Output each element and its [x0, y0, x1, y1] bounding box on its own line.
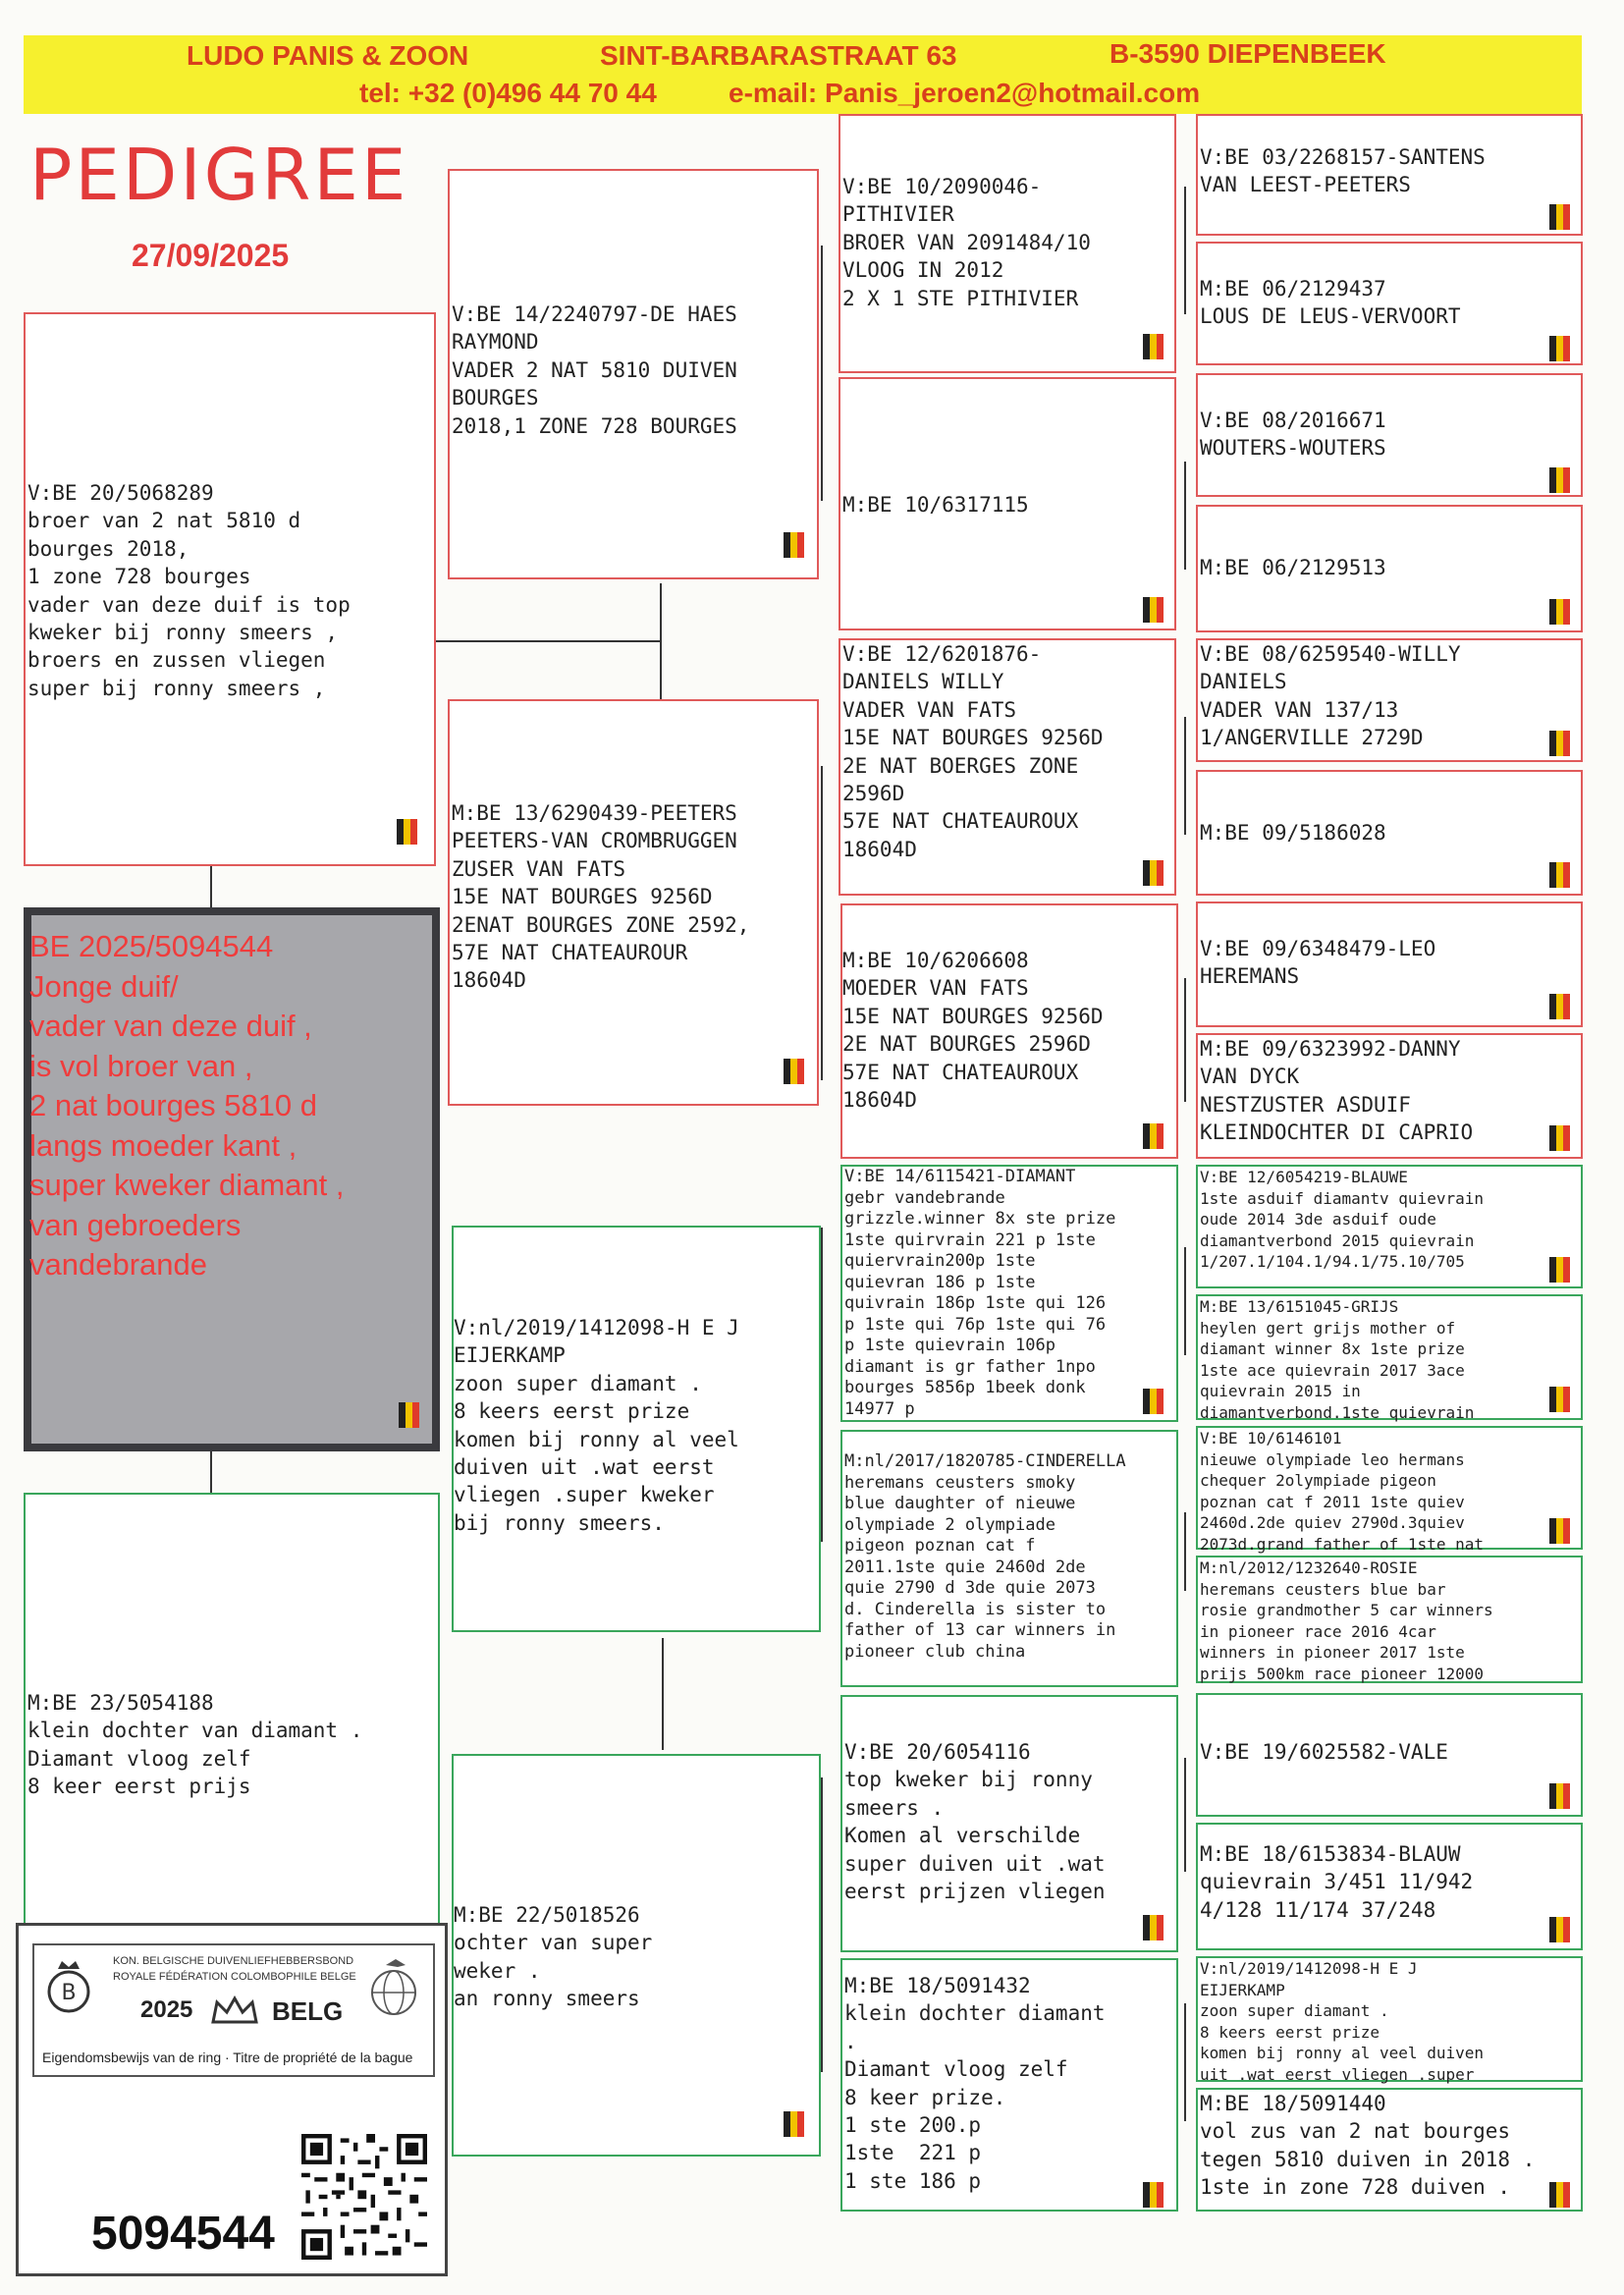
connector-line — [1184, 1758, 1186, 1872]
owner-street: SINT-BARBARASTRAAT 63 — [600, 40, 957, 71]
owner-name: LUDO PANIS & ZOON — [187, 40, 469, 71]
gen3-text-1: V:BE 10/2090046- PITHIVIER BROER VAN 2091484/10 VLOOG IN 2012 2 X 1 STE PITHIVIER — [842, 175, 1091, 310]
ring-year: 2025 — [140, 1996, 193, 2023]
gen4-text-7: V:BE 09/6348479-LEO HEREMANS — [1200, 937, 1436, 989]
page-title: PEDIGREE — [29, 134, 409, 216]
gen4-text-8: M:BE 09/6323992-DANNY VAN DYCK NESTZUSTER ASDUIF KLEINDOCHTER DI CAPRIO — [1200, 1037, 1474, 1145]
belgian-flag-icon — [397, 819, 418, 845]
belgian-flag-icon — [1549, 467, 1571, 493]
belgian-flag-icon — [1549, 336, 1571, 361]
federation-crest-icon — [44, 1955, 93, 2016]
federation-name-nl: KON. BELGISCHE DUIVENLIEFHEBBERSBOND — [113, 1955, 354, 1967]
fci-globe-icon — [362, 1953, 425, 2016]
gen4-text-6: M:BE 09/5186028 — [1200, 821, 1386, 845]
belgian-flag-icon — [1143, 1915, 1164, 1940]
owner-phone: tel: +32 (0)496 44 70 44 — [359, 78, 657, 108]
federation-header — [32, 1943, 435, 2077]
gen3-text-2: M:BE 10/6317115 — [842, 493, 1029, 517]
gen3-text-8: M:BE 18/5091432 klein dochter diamant . Diamant vloog zelf 8 keer prize. 1 ste 200.p 1ste 221 p 1 ste 186 p — [844, 1974, 1106, 2193]
gen4-text-9: V:BE 12/6054219-BLAUWE 1ste asduif diamantv quievrain oude 2014 3de asduif oude diamantverbond 2015 quievrain 1/207.1/104.1/94.1/75.10/705 — [1200, 1168, 1484, 1271]
belgian-flag-icon — [784, 532, 805, 558]
connector-line — [1184, 717, 1186, 835]
belgian-flag-icon — [1143, 2182, 1164, 2208]
federation-name-fr: ROYALE FÉDÉRATION COLOMBOPHILE BELGE — [113, 1971, 356, 1983]
pedigree-date: 27/09/2025 — [132, 238, 290, 273]
gen3-text-7: V:BE 20/6054116 top kweker bij ronny smeers . Komen al verschilde super duiven uit .wat eerst prijzen vliegen — [844, 1740, 1106, 1904]
ring-country: BELG — [272, 1996, 344, 2026]
connector-line — [210, 1451, 212, 1493]
connector-line — [1184, 1247, 1186, 1355]
gen4-text-15: V:nl/2019/1412098-H E J EIJERKAMP zoon super diamant . 8 keers eerst prize komen bij ronny al veel duiven uit .wat eerst vliegen .super — [1200, 1959, 1484, 2084]
gen3-text-5: V:BE 14/6115421-DIAMANT gebr vandebrande grizzle.winner 8x ste prize 1ste quirvrain 221 p 1ste quiervrain200p 1ste quievran 186 p 1ste quivrain 186p 1ste qui 126 p 1ste qui 76p 1ste qui 76 p 1ste quievrain 106p diamant is gr father 1npo bourges 5856p 1beek donk 14977 p — [844, 1167, 1116, 1419]
belgian-flag-icon — [1549, 1518, 1571, 1544]
connector-line — [1184, 187, 1186, 314]
gen4-text-2: M:BE 06/2129437 LOUS DE LEUS-VERVOORT — [1200, 277, 1461, 329]
connector-arrow — [662, 1638, 664, 1750]
main-bird-text: BE 2025/5094544 Jonge duif/ vader van deze duif , is vol broer van , 2 nat bourges 5810 d langs moeder kant , super kweker diamant , van gebroeders vandebrande — [29, 929, 345, 1282]
belgian-flag-icon — [784, 2111, 805, 2137]
ring-ownership-card — [16, 1923, 448, 2276]
connector-line — [821, 766, 823, 1080]
belgian-flag-icon — [784, 1059, 805, 1084]
belgian-flag-icon — [1549, 1783, 1571, 1809]
belgian-flag-icon — [1549, 994, 1571, 1019]
gen4-text-11: V:BE 10/6146101 nieuwe olympiade leo hermans chequer 2olympiade pigeon poznan cat f 2011 1ste quiev 2460d.2de quiev 2790d.3quiev 2073d.grand father of 1ste nat — [1200, 1429, 1484, 1554]
gen4-text-10: M:BE 13/6151045-GRIJS heylen gert grijs mother of diamant winner 8x 1ste prize 1ste ace quievrain 2017 3ace quievrain 2015 in diamantverbond.1ste quievrain — [1200, 1297, 1475, 1422]
belgian-flag-icon — [1549, 1917, 1571, 1942]
belgian-flag-icon — [1549, 1257, 1571, 1283]
belgian-flag-icon — [1549, 599, 1571, 625]
crown-icon — [207, 1994, 262, 2028]
owner-city: B-3590 DIEPENBEEK — [1110, 38, 1386, 69]
gen4-text-12: M:nl/2012/1232640-ROSIE heremans ceusters blue bar rosie grandmother 5 car winners in pioneer race 2016 4car winners in pioneer 2017 1ste prijs 500km race pioneer 12000 — [1200, 1558, 1493, 1683]
connector-line — [1184, 978, 1186, 1102]
connector-line — [821, 246, 823, 501]
gen4-text-3: V:BE 08/2016671 WOUTERS-WOUTERS — [1200, 409, 1386, 461]
sire-dam-text: M:BE 13/6290439-PEETERS PEETERS-VAN CROMBRUGGEN ZUSER VAN FATS 15E NAT BOURGES 9256D 2ENAT BOURGES ZONE 2592, 57E NAT CHATEAUROUR 18604D — [452, 801, 750, 993]
connector-line — [1184, 2003, 1186, 2121]
gen4-text-16: M:BE 18/5091440 vol zus van 2 nat bourges tegen 5810 duiven in 2018 . 1ste in zone 728 duiven . — [1200, 2092, 1536, 2200]
belgian-flag-icon — [1143, 860, 1164, 886]
qr-code-icon — [301, 2134, 427, 2260]
connector-line — [1184, 462, 1186, 570]
ownership-label: Eigendomsbewijs van de ring · Titre de propriété de la bague — [42, 2049, 413, 2065]
header-banner — [24, 35, 1582, 114]
belgian-flag-icon — [1549, 204, 1571, 230]
connector-line — [1184, 1512, 1186, 1591]
gen4-text-4: M:BE 06/2129513 — [1200, 556, 1386, 579]
dam-dam-text: M:BE 22/5018526 ochter van super weker . an ronny smeers — [454, 1903, 653, 2011]
connector-line — [210, 866, 212, 907]
gen4-text-13: V:BE 19/6025582-VALE — [1200, 1740, 1448, 1764]
gen4-text-5: V:BE 08/6259540-WILLY DANIELS VADER VAN 137/13 1/ANGERVILLE 2729D — [1200, 642, 1461, 750]
sire-text: V:BE 20/5068289 broer van 2 nat 5810 d bourges 2018, 1 zone 728 bourges vader van deze duif is top kweker bij ronny smeers , broers en zussen vliegen super bij ronny smeers , — [27, 481, 351, 700]
dam-sire-text: V:nl/2019/1412098-H E J EIJERKAMP zoon super diamant . 8 keers eerst prize komen bij ronny al veel duiven uit .wat eerst vliegen .super kweker bij ronny smeers. — [454, 1316, 739, 1535]
belgian-flag-icon — [1143, 1123, 1164, 1149]
owner-email: e-mail: Panis_jeroen2@hotmail.com — [729, 78, 1201, 108]
connector-line — [660, 583, 662, 699]
gen3-text-6: M:nl/2017/1820785-CINDERELLA heremans ceusters smoky blue daughter of nieuwe olympiade 2 olympiade pigeon poznan cat f 2011.1ste quie 2460d 2de quie 2790 d 3de quie 2073 d. Cinderella is sister to father of 13 car winners in pioneer club china — [844, 1451, 1126, 1662]
gen4-text-1: V:BE 03/2268157-SANTENS VAN LEEST-PEETERS — [1200, 145, 1486, 197]
belgian-flag-icon — [1549, 2182, 1571, 2208]
gen3-text-4: M:BE 10/6206608 MOEDER VAN FATS 15E NAT BOURGES 9256D 2E NAT BOURGES 2596D 57E NAT CHATEAUROUX 18604D — [842, 949, 1104, 1113]
connector-line — [821, 1228, 823, 1542]
belgian-flag-icon — [1143, 334, 1164, 359]
dam-text: M:BE 23/5054188 klein dochter van diamant . Diamant vloog zelf 8 keer eerst prijs — [27, 1691, 363, 1799]
connector-line — [436, 640, 662, 642]
connector-line — [821, 1777, 823, 2072]
belgian-flag-icon — [1549, 862, 1571, 888]
ring-number: 5094544 — [91, 2208, 275, 2260]
belgian-flag-icon — [1549, 1387, 1571, 1412]
gen3-text-3: V:BE 12/6201876- DANIELS WILLY VADER VAN FATS 15E NAT BOURGES 9256D 2E NAT BOERGES ZONE 2596D 57E NAT CHATEAUROUX 18604D — [842, 642, 1104, 861]
belgian-flag-icon — [1143, 1389, 1164, 1414]
svg-text:B: B — [61, 1981, 77, 2005]
sire-sire-text: V:BE 14/2240797-DE HAES RAYMOND VADER 2 NAT 5810 DUIVEN BOURGES 2018,1 ZONE 728 BOURGES — [452, 302, 737, 438]
belgian-flag-icon — [399, 1402, 420, 1428]
belgian-flag-icon — [1549, 731, 1571, 756]
belgian-flag-icon — [1143, 597, 1164, 623]
gen4-text-14: M:BE 18/6153834-BLAUW quievrain 3/451 11/942 4/128 11/174 37/248 — [1200, 1842, 1474, 1922]
belgian-flag-icon — [1549, 1125, 1571, 1151]
